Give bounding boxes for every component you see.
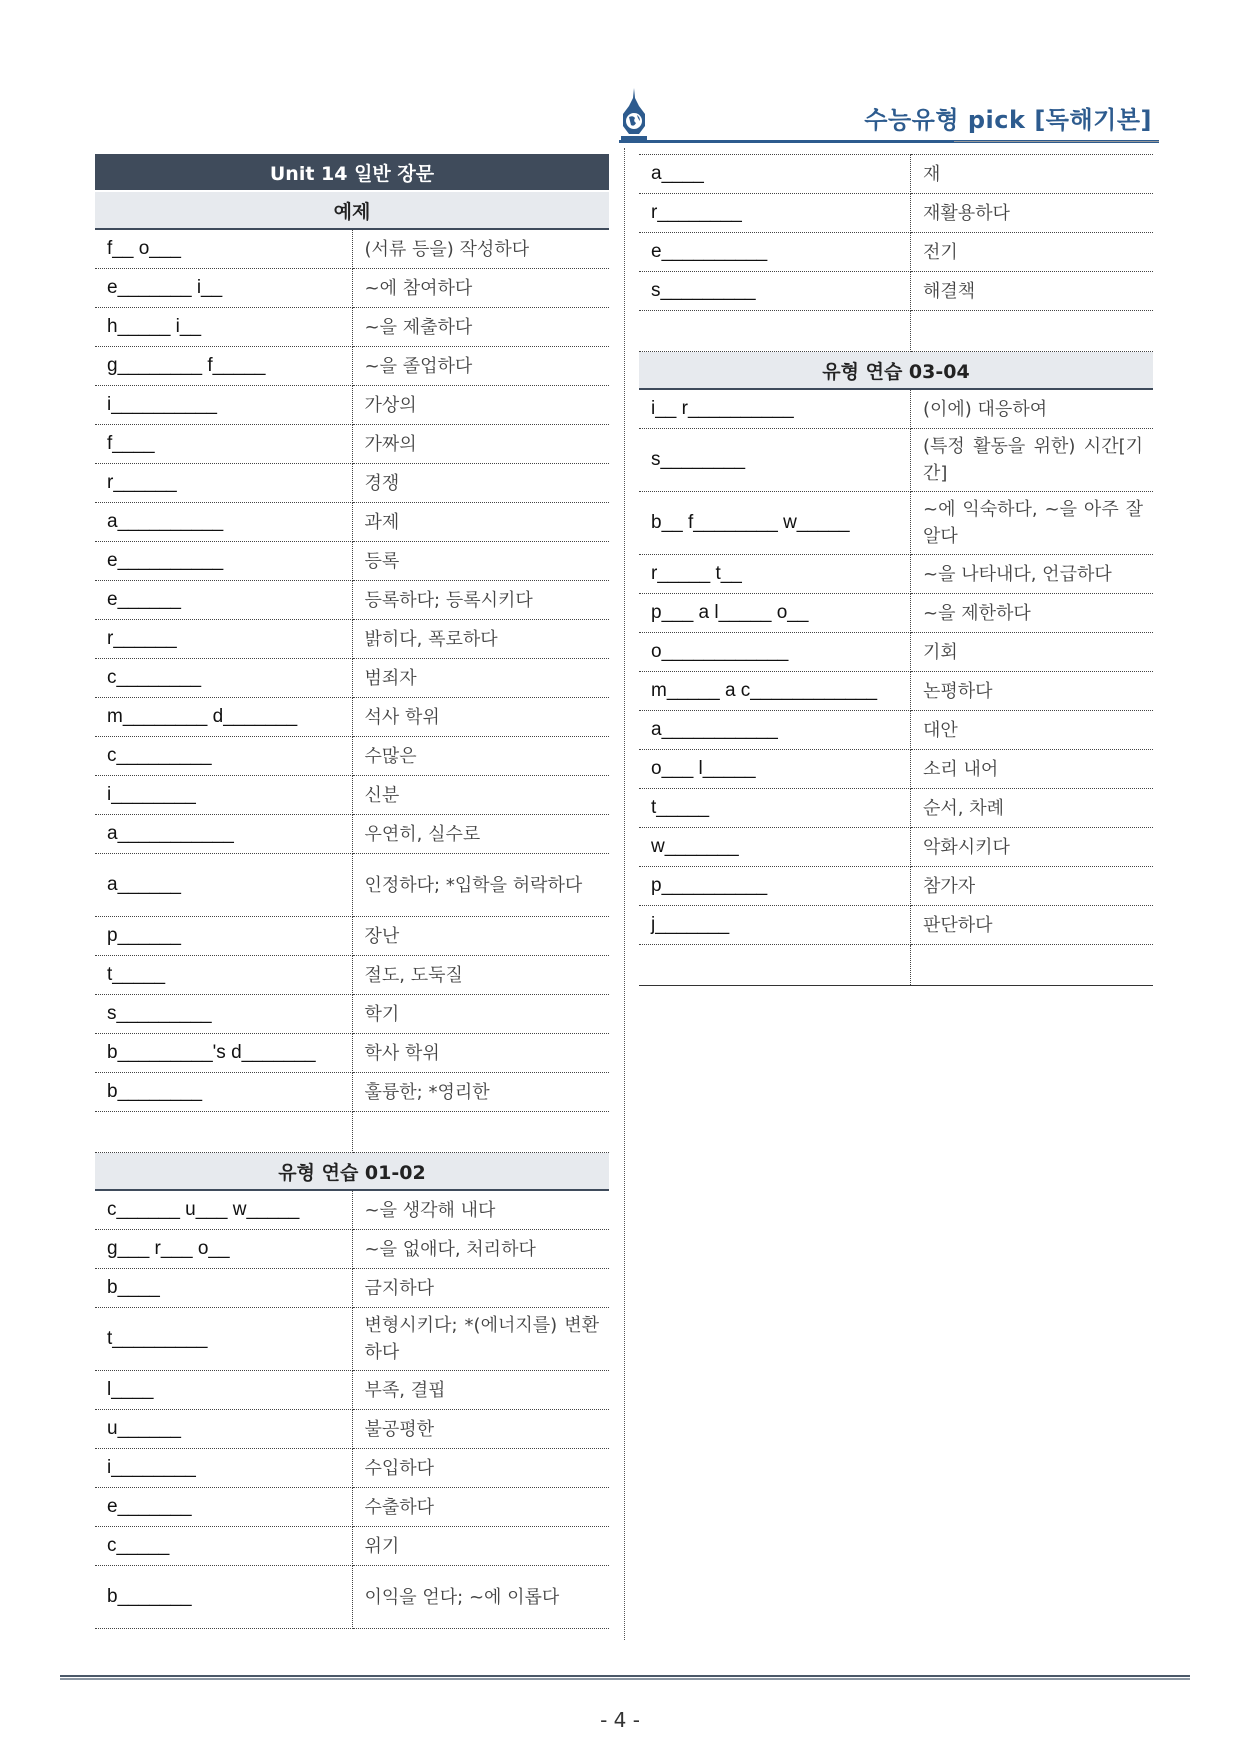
korean-meaning: 재 bbox=[911, 155, 1154, 194]
vocab-row bbox=[639, 155, 1153, 194]
english-word-blank: b____ bbox=[95, 1269, 352, 1308]
korean-meaning: 불공평한 bbox=[352, 1410, 609, 1449]
korean-meaning: 전기 bbox=[911, 233, 1154, 272]
vocab-table-left bbox=[95, 154, 609, 1629]
korean-meaning bbox=[911, 945, 1154, 986]
korean-meaning: 학기 bbox=[352, 995, 609, 1034]
korean-meaning: 장난 bbox=[352, 917, 609, 956]
korean-meaning: 판단하다 bbox=[911, 906, 1154, 945]
english-word-blank: b__ f________ w_____ bbox=[639, 492, 911, 555]
vocab-row bbox=[95, 1566, 609, 1629]
english-word-blank: m_____ a c____________ bbox=[639, 672, 911, 711]
english-word-blank: j_______ bbox=[639, 906, 911, 945]
korean-meaning: 해결책 bbox=[911, 272, 1154, 311]
korean-meaning: ~을 생각해 내다 bbox=[352, 1190, 609, 1230]
korean-meaning: 논평하다 bbox=[911, 672, 1154, 711]
vocab-row bbox=[95, 1410, 609, 1449]
vocab-row bbox=[639, 272, 1153, 311]
vocab-row bbox=[95, 269, 609, 308]
english-word-blank: o___ l_____ bbox=[639, 750, 911, 789]
header-rule bbox=[619, 140, 1159, 143]
english-word-blank: r______ bbox=[95, 464, 352, 503]
vocab-row bbox=[95, 1269, 609, 1308]
vocab-row bbox=[95, 1112, 609, 1153]
english-word-blank: e__________ bbox=[639, 233, 911, 272]
section-title: 예제 bbox=[95, 191, 609, 229]
english-word-blank: c______ u___ w_____ bbox=[95, 1190, 352, 1230]
vocab-row bbox=[95, 1308, 609, 1371]
korean-meaning: 훌륭한; *영리한 bbox=[352, 1073, 609, 1112]
korean-meaning: ~을 제출하다 bbox=[352, 308, 609, 347]
english-word-blank: w_______ bbox=[639, 828, 911, 867]
korean-meaning: 가짜의 bbox=[352, 425, 609, 464]
vocab-row bbox=[95, 1230, 609, 1269]
korean-meaning: 기회 bbox=[911, 633, 1154, 672]
vocab-row bbox=[95, 1449, 609, 1488]
page-number: - 4 - bbox=[600, 1708, 640, 1732]
korean-meaning: 범죄자 bbox=[352, 659, 609, 698]
english-word-blank: f__ o___ bbox=[95, 229, 352, 269]
vocab-row bbox=[95, 854, 609, 917]
english-word-blank: g________ f_____ bbox=[95, 347, 352, 386]
vocab-row bbox=[639, 789, 1153, 828]
english-word-blank: u______ bbox=[95, 1410, 352, 1449]
english-word-blank: l____ bbox=[95, 1371, 352, 1410]
english-word-blank: p__________ bbox=[639, 867, 911, 906]
vocab-row bbox=[95, 542, 609, 581]
korean-meaning: 인정하다; *입학을 허락하다 bbox=[352, 854, 609, 917]
english-word-blank: e_______ bbox=[95, 1488, 352, 1527]
english-word-blank: c_____ bbox=[95, 1527, 352, 1566]
english-word-blank: i________ bbox=[95, 776, 352, 815]
korean-meaning: 석사 학위 bbox=[352, 698, 609, 737]
english-word-blank: g___ r___ o__ bbox=[95, 1230, 352, 1269]
english-word-blank: c________ bbox=[95, 659, 352, 698]
vocab-row bbox=[95, 581, 609, 620]
vocab-row bbox=[639, 311, 1153, 352]
english-word-blank: e_______ i__ bbox=[95, 269, 352, 308]
korean-meaning: ~에 참여하다 bbox=[352, 269, 609, 308]
vocab-row bbox=[95, 308, 609, 347]
vocab-row bbox=[95, 425, 609, 464]
vocab-row bbox=[95, 1034, 609, 1073]
vocab-row bbox=[639, 429, 1153, 492]
book-title: 수능유형 pick [독해기본] bbox=[864, 106, 1152, 134]
english-word-blank: m________ d_______ bbox=[95, 698, 352, 737]
korean-meaning: 학사 학위 bbox=[352, 1034, 609, 1073]
korean-meaning: 신분 bbox=[352, 776, 609, 815]
vocab-row bbox=[639, 711, 1153, 750]
korean-meaning: ~을 졸업하다 bbox=[352, 347, 609, 386]
vocab-row bbox=[639, 633, 1153, 672]
vocab-row bbox=[639, 750, 1153, 789]
vocab-row bbox=[95, 956, 609, 995]
vocab-row bbox=[95, 698, 609, 737]
english-word-blank: r______ bbox=[95, 620, 352, 659]
vocab-row bbox=[95, 815, 609, 854]
vocab-row bbox=[95, 503, 609, 542]
unit-title: Unit 14 일반 장문 bbox=[95, 154, 609, 191]
vocab-row bbox=[95, 659, 609, 698]
vocab-row bbox=[639, 389, 1153, 429]
english-word-blank: r________ bbox=[639, 194, 911, 233]
korean-meaning: 수출하다 bbox=[352, 1488, 609, 1527]
english-word-blank: o____________ bbox=[639, 633, 911, 672]
english-word-blank: i__ r__________ bbox=[639, 389, 911, 429]
korean-meaning: 과제 bbox=[352, 503, 609, 542]
english-word-blank: a__________ bbox=[95, 503, 352, 542]
korean-meaning: 절도, 도둑질 bbox=[352, 956, 609, 995]
korean-meaning: 소리 내어 bbox=[911, 750, 1154, 789]
english-word-blank: e______ bbox=[95, 581, 352, 620]
english-word-blank: a___________ bbox=[95, 815, 352, 854]
vocab-row bbox=[639, 492, 1153, 555]
korean-meaning: ~을 나타내다, 언급하다 bbox=[911, 555, 1154, 594]
vocab-row bbox=[95, 737, 609, 776]
section-header-row bbox=[639, 352, 1153, 390]
korean-meaning: 수많은 bbox=[352, 737, 609, 776]
korean-meaning: 참가자 bbox=[911, 867, 1154, 906]
korean-meaning: ~을 제한하다 bbox=[911, 594, 1154, 633]
english-word-blank: b________ bbox=[95, 1073, 352, 1112]
korean-meaning: 우연히, 실수로 bbox=[352, 815, 609, 854]
korean-meaning: 이익을 얻다; ~에 이롭다 bbox=[352, 1566, 609, 1629]
vocab-row bbox=[639, 555, 1153, 594]
korean-meaning: 가상의 bbox=[352, 386, 609, 425]
fountain-pen-globe-icon bbox=[619, 88, 649, 140]
vocab-row bbox=[95, 229, 609, 269]
unit-title-row bbox=[95, 154, 609, 191]
vocab-row bbox=[639, 906, 1153, 945]
english-word-blank: a______ bbox=[95, 854, 352, 917]
vocab-row bbox=[95, 917, 609, 956]
section-title: 유형 연습 03-04 bbox=[639, 352, 1153, 390]
english-word-blank: t_________ bbox=[95, 1308, 352, 1371]
english-word-blank bbox=[639, 945, 911, 986]
vocab-row bbox=[95, 776, 609, 815]
english-word-blank: c_________ bbox=[95, 737, 352, 776]
korean-meaning: (특정 활동을 위한) 시간[기간] bbox=[911, 429, 1154, 492]
vocab-row bbox=[95, 1488, 609, 1527]
korean-meaning: 금지하다 bbox=[352, 1269, 609, 1308]
english-word-blank: p______ bbox=[95, 917, 352, 956]
english-word-blank: s_________ bbox=[639, 272, 911, 311]
english-word-blank bbox=[639, 311, 911, 352]
vocab-row bbox=[639, 828, 1153, 867]
vocab-row bbox=[95, 1371, 609, 1410]
korean-meaning: 악화시키다 bbox=[911, 828, 1154, 867]
vocab-row bbox=[95, 995, 609, 1034]
korean-meaning bbox=[352, 1112, 609, 1153]
footer-rule bbox=[60, 1675, 1190, 1680]
english-word-blank: e__________ bbox=[95, 542, 352, 581]
english-word-blank bbox=[95, 1112, 352, 1153]
english-word-blank: f____ bbox=[95, 425, 352, 464]
section-header-row bbox=[95, 1153, 609, 1191]
korean-meaning: 밝히다, 폭로하다 bbox=[352, 620, 609, 659]
vocab-row bbox=[639, 233, 1153, 272]
english-word-blank: b_______ bbox=[95, 1566, 352, 1629]
english-word-blank: i________ bbox=[95, 1449, 352, 1488]
vocab-row bbox=[639, 672, 1153, 711]
korean-meaning: 순서, 차례 bbox=[911, 789, 1154, 828]
korean-meaning: ~에 익숙하다, ~을 아주 잘 알다 bbox=[911, 492, 1154, 555]
vocab-row bbox=[95, 386, 609, 425]
vocab-row bbox=[95, 1190, 609, 1230]
korean-meaning: (서류 등을) 작성하다 bbox=[352, 229, 609, 269]
section-title: 유형 연습 01-02 bbox=[95, 1153, 609, 1191]
korean-meaning: 부족, 결핍 bbox=[352, 1371, 609, 1410]
english-word-blank: i__________ bbox=[95, 386, 352, 425]
english-word-blank: t_____ bbox=[639, 789, 911, 828]
english-word-blank: r_____ t__ bbox=[639, 555, 911, 594]
korean-meaning: 위기 bbox=[352, 1527, 609, 1566]
vocab-row bbox=[639, 867, 1153, 906]
english-word-blank: a____ bbox=[639, 155, 911, 194]
vocab-row bbox=[95, 1527, 609, 1566]
korean-meaning bbox=[911, 311, 1154, 352]
english-word-blank: h_____ i__ bbox=[95, 308, 352, 347]
english-word-blank: s________ bbox=[639, 429, 911, 492]
english-word-blank: a___________ bbox=[639, 711, 911, 750]
english-word-blank: b_________'s d_______ bbox=[95, 1034, 352, 1073]
korean-meaning: 수입하다 bbox=[352, 1449, 609, 1488]
section-header-row bbox=[95, 191, 609, 229]
column-divider bbox=[624, 148, 625, 1640]
vocab-row bbox=[95, 1073, 609, 1112]
korean-meaning: 등록하다; 등록시키다 bbox=[352, 581, 609, 620]
english-word-blank: t_____ bbox=[95, 956, 352, 995]
korean-meaning: 등록 bbox=[352, 542, 609, 581]
vocab-row bbox=[639, 594, 1153, 633]
korean-meaning: 재활용하다 bbox=[911, 194, 1154, 233]
korean-meaning: ~을 없애다, 처리하다 bbox=[352, 1230, 609, 1269]
vocab-row bbox=[95, 464, 609, 503]
vocab-table-right bbox=[639, 154, 1153, 986]
english-word-blank: p___ a l_____ o__ bbox=[639, 594, 911, 633]
english-word-blank: s_________ bbox=[95, 995, 352, 1034]
vocab-row bbox=[95, 347, 609, 386]
vocab-row bbox=[95, 620, 609, 659]
korean-meaning: 경쟁 bbox=[352, 464, 609, 503]
vocab-row bbox=[639, 194, 1153, 233]
vocab-row bbox=[639, 945, 1153, 986]
korean-meaning: 변형시키다; *(에너지를) 변환하다 bbox=[352, 1308, 609, 1371]
korean-meaning: 대안 bbox=[911, 711, 1154, 750]
korean-meaning: (이에) 대응하여 bbox=[911, 389, 1154, 429]
